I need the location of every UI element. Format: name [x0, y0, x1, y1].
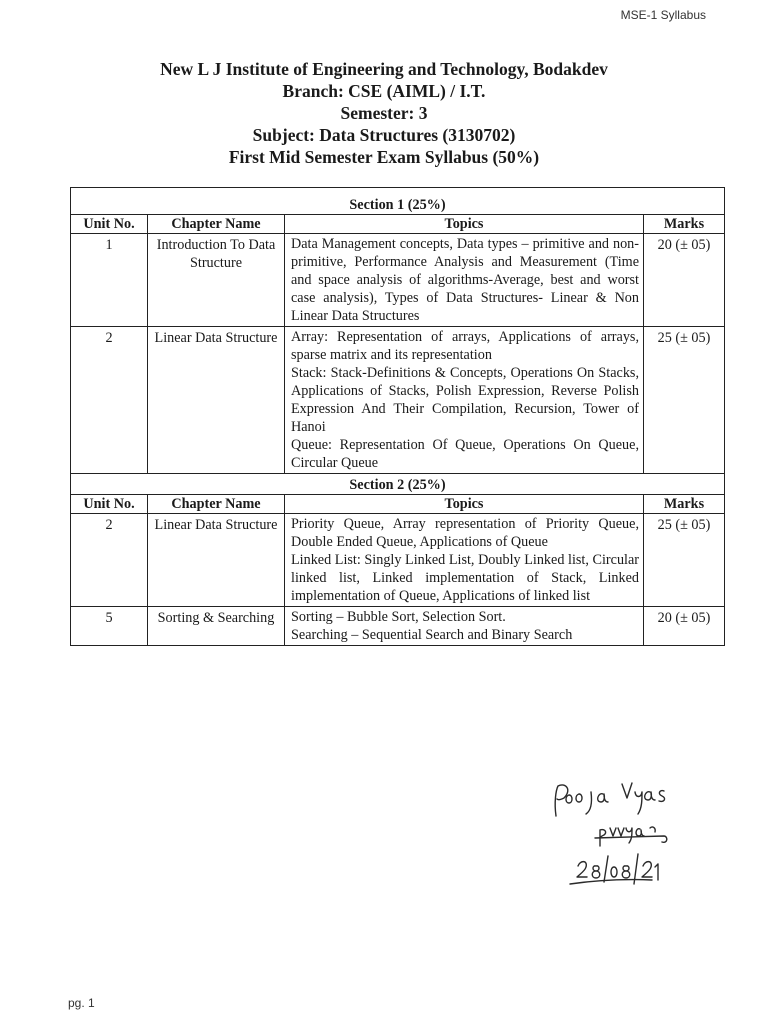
topic-text: Array: Representation of arrays, Applications of arrays, sparse matrix and its representation: [291, 329, 639, 363]
table-header-row: [71, 495, 725, 514]
table-row: [71, 234, 725, 327]
chapter-column-header: Chapter Name: [148, 215, 285, 234]
syllabus-table: [70, 187, 725, 646]
topic-text: Searching – Sequential Search and Binary Search: [291, 627, 573, 643]
marks-value: 20 (± 05): [644, 234, 725, 327]
section-heading: Section 2 (25%): [71, 474, 725, 495]
exam-line: First Mid Semester Exam Syllabus (50%): [228, 147, 540, 167]
document-tag: MSE-1 Syllabus: [620, 8, 706, 22]
unit-column-header: Unit No.: [71, 215, 148, 234]
unit-number: 2: [71, 514, 148, 607]
unit-number: 5: [71, 607, 148, 646]
semester-line: Semester: 3: [340, 103, 428, 123]
branch-line: Branch: CSE (AIML) / I.T.: [282, 81, 486, 101]
topics-column-header: Topics: [285, 495, 644, 514]
chapter-name: Introduction To Data Structure: [148, 234, 285, 327]
page-number: pg. 1: [68, 996, 95, 1010]
topic-text: Stack: Stack-Definitions & Concepts, Operations On Stacks, Applications of Stacks, Polish Expression, Reverse Polish Expression And Their Compilation, Recursion, Tower of Hanoi: [291, 365, 639, 435]
table-row: [71, 514, 725, 607]
topics-column-header: Topics: [285, 215, 644, 234]
topics-cell: [285, 234, 644, 327]
topic-text: Linked List: Singly Linked List, Doubly Linked list, Circular linked list, Linked implementation of Stack, Linked implementation of Queue, Applications of linked list: [291, 552, 639, 604]
topic-text: Priority Queue, Array representation of Priority Queue, Double Ended Queue, Applications of Queue: [291, 516, 639, 550]
table-row: [71, 607, 725, 646]
unit-number: 1: [71, 234, 148, 327]
chapter-name: Sorting & Searching: [148, 607, 285, 646]
section-heading: Section 1 (25%): [71, 194, 725, 215]
chapter-column-header: Chapter Name: [148, 495, 285, 514]
marks-value: 25 (± 05): [644, 514, 725, 607]
handwritten-signature: [548, 780, 688, 890]
topics-cell: [285, 514, 644, 607]
table-row: [71, 327, 725, 474]
marks-column-header: Marks: [644, 215, 725, 234]
marks-value: 25 (± 05): [644, 327, 725, 474]
institute-name: New L J Institute of Engineering and Technology, Bodakdev: [160, 59, 608, 79]
marks-value: 20 (± 05): [644, 607, 725, 646]
chapter-name: Linear Data Structure: [148, 327, 285, 474]
chapter-name: Linear Data Structure: [148, 514, 285, 607]
marks-column-header: Marks: [644, 495, 725, 514]
topic-text: Data Management concepts, Data types – primitive and non-primitive, Performance Analysis and Measurement (Time and space analysis of algorithms-Average, best and worst case analysis), Types of Data Structures- Linear & Non Linear Data Structures: [291, 236, 639, 324]
unit-column-header: Unit No.: [71, 495, 148, 514]
table-header-row: [71, 215, 725, 234]
topics-cell: [285, 327, 644, 474]
topics-cell: [285, 607, 644, 646]
topic-text: Queue: Representation Of Queue, Operations On Queue, Circular Queue: [291, 437, 639, 471]
section-heading-row: [71, 194, 725, 215]
subject-line: Subject: Data Structures (3130702): [252, 125, 516, 145]
section-heading-row: [71, 474, 725, 495]
unit-number: 2: [71, 327, 148, 474]
document-title-block: [0, 58, 768, 168]
topic-text: Sorting – Bubble Sort, Selection Sort.: [291, 609, 506, 625]
